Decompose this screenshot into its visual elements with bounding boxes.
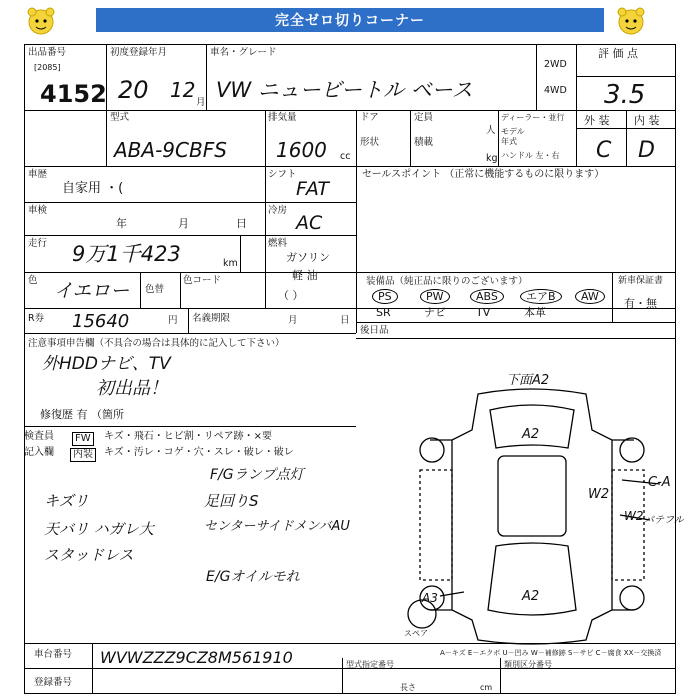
mascot-icon <box>24 4 58 38</box>
equipment-item: ABS <box>470 289 504 304</box>
score-label: 評 価 点 <box>598 47 638 60</box>
first-reg-month-unit: 月 <box>196 97 206 108</box>
entry-items: キズ・汚レ・コゲ・穴・スレ・破レ・破レ <box>104 447 294 458</box>
chassis-value: WVWZZZ9CZ8M561910 <box>100 648 293 667</box>
diagram-w2-right: W2 <box>624 509 644 523</box>
chassis-label: 車台番号 <box>34 649 73 660</box>
mascot-icon <box>614 4 648 38</box>
equipment-item: ナビ <box>424 306 446 319</box>
diagram-w2-left: W2 <box>588 487 610 502</box>
inspection-day: 日 <box>236 217 247 230</box>
displacement-value: 1600 <box>276 138 327 162</box>
dealer-line4: ハンドル 左・右 <box>501 151 560 160</box>
inspection-label: 車検 <box>28 205 48 216</box>
equipment-item: 本革 <box>524 306 546 319</box>
equipment-item: エアB <box>520 289 562 304</box>
color-value: イエロー <box>54 280 130 302</box>
equipment-item: PS <box>372 289 398 304</box>
paint-label: 色替 <box>145 284 165 295</box>
first-reg-year: 20 <box>118 76 149 104</box>
reg-limit-label: 名義期限 <box>192 313 231 324</box>
score-value: 3.5 <box>604 80 646 110</box>
ac-value: AC <box>296 212 323 234</box>
equipment-label: 装備品（純正品に限りのございます） <box>366 276 528 287</box>
checker-label: 検査員 <box>24 431 54 442</box>
entry-int: 内装 <box>70 448 96 462</box>
dealer-line2: モデル <box>501 127 525 136</box>
shift-label: シフト <box>268 169 297 180</box>
inspector-note-left-3: スタッドレス <box>44 546 134 564</box>
lot-sub: [2085] <box>34 63 61 72</box>
door-label: ドア <box>360 112 379 123</box>
registration-label: 登録番号 <box>34 677 73 688</box>
inspection-month: 月 <box>178 217 189 230</box>
ext-value: C <box>596 138 612 163</box>
warranty-label: 新車保証書 <box>618 276 664 286</box>
diagram-pafu: パテフル <box>644 515 684 526</box>
length-label: 長さ <box>400 683 416 692</box>
fuel-gas: ガソリン <box>286 251 330 264</box>
inspector-note-right-4: E/Gオイルモれ <box>206 569 300 585</box>
legend: A－キズ E－エクボ U－凹み W－補修跡 S－サビ C－腐食 XX－交換済 <box>440 649 662 657</box>
cm-label: cm <box>480 683 493 692</box>
kg-unit: kg <box>486 153 498 164</box>
inspector-note-left-1: キズリ <box>44 492 89 510</box>
shift-value: FAT <box>296 178 330 200</box>
equipment-item: SR <box>376 306 391 319</box>
history-label: 車歴 <box>28 169 48 180</box>
inspector-note-left-2: 天バリ ハガレ大 <box>44 520 154 538</box>
history-value: 自家用 ・( <box>62 181 124 196</box>
int-label: 内 装 <box>634 114 660 127</box>
equipment-item: PW <box>420 289 450 304</box>
diagram-ca: C-A <box>648 475 671 490</box>
dealer-line1: ディーラー・並行 <box>501 113 565 122</box>
rear-seat-label: 後日品 <box>360 325 389 336</box>
sales-point-label: セールスポイント （正常に機能するものに限ります） <box>362 169 605 180</box>
type-designation-label: 型式指定番号 <box>346 660 394 669</box>
diagram-wheel: スペア <box>404 629 428 638</box>
diagram-rear: A2 <box>522 589 540 604</box>
drive-4wd: 4WD <box>544 85 567 96</box>
capacity-label: 定員 <box>414 112 434 123</box>
model-value: ABA-9CBFS <box>114 138 227 162</box>
mileage-label: 走行 <box>28 238 48 249</box>
recycle-label: R券 <box>28 313 45 324</box>
fuel-paren: （ ） <box>278 289 304 302</box>
class-number-label: 類別区分番号 <box>504 660 552 669</box>
reg-limit-month: 月 <box>288 315 298 326</box>
ext-label: 外 装 <box>584 114 610 127</box>
first-reg-label: 初度登録年月 <box>110 47 168 58</box>
banner-title: 完全ゼロ切りコーナー <box>96 8 604 32</box>
model-label: 型式 <box>110 112 130 123</box>
checker-fw: FW <box>72 432 94 446</box>
dealer-line3: 年式 <box>501 137 517 146</box>
notes-line2: 初出品！ <box>96 378 168 399</box>
mileage-value: 9万1千423 <box>72 242 181 266</box>
color-code-label: 色コード <box>183 275 222 286</box>
notes-label: 注意事項申告欄（不具合の場合は具体的に記入して下さい） <box>28 338 285 349</box>
displacement-label: 排気量 <box>268 112 297 123</box>
inspector-note-right-3: センターサイドメンバAU <box>204 519 350 534</box>
car-name-value: VW ニュービートル ベース <box>216 78 473 102</box>
reg-limit-day: 日 <box>340 315 350 326</box>
inspection-year: 年 <box>116 217 127 230</box>
int-value: D <box>638 138 655 163</box>
lot-label: 出品番号 <box>28 47 67 58</box>
recycle-value: 15640 <box>72 311 130 332</box>
diagram-top: 下面A2 <box>506 373 550 388</box>
notes-line1: 外HDDナビ、TV <box>42 354 171 374</box>
displacement-unit: cc <box>340 151 351 162</box>
equipment-item: TV <box>476 306 491 319</box>
shape-label: 形状 <box>360 137 380 148</box>
ac-label: 冷房 <box>268 205 288 216</box>
person-unit: 人 <box>486 125 496 136</box>
entry-label: 記入欄 <box>24 447 54 458</box>
inspector-note-right-2: 足回りS <box>204 492 259 510</box>
recycle-unit: 円 <box>168 315 178 326</box>
warranty-value: 有・無 <box>624 297 657 310</box>
repair-history: 修復歴 有 （箇所 <box>40 408 124 421</box>
mileage-unit: km <box>223 258 238 269</box>
first-reg-month: 12 <box>170 78 196 102</box>
inspector-note-right-1: F/Gランプ点灯 <box>210 467 304 483</box>
checker-items: キズ・飛石・ヒビ割・リペア跡・×要 <box>104 431 272 442</box>
diagram-a3: A3 <box>422 591 438 605</box>
diagram-roof: A2 <box>522 427 540 442</box>
fuel-label: 燃料 <box>268 238 288 249</box>
lot-number: 4152 <box>40 80 107 108</box>
equipment-item: AW <box>575 289 605 304</box>
drive-2wd: 2WD <box>544 59 567 70</box>
load-label: 積載 <box>414 137 434 148</box>
color-label: 色 <box>28 275 38 286</box>
fuel-diesel: 軽 油 <box>292 269 318 282</box>
car-name-label: 車名・グレード <box>210 47 277 58</box>
